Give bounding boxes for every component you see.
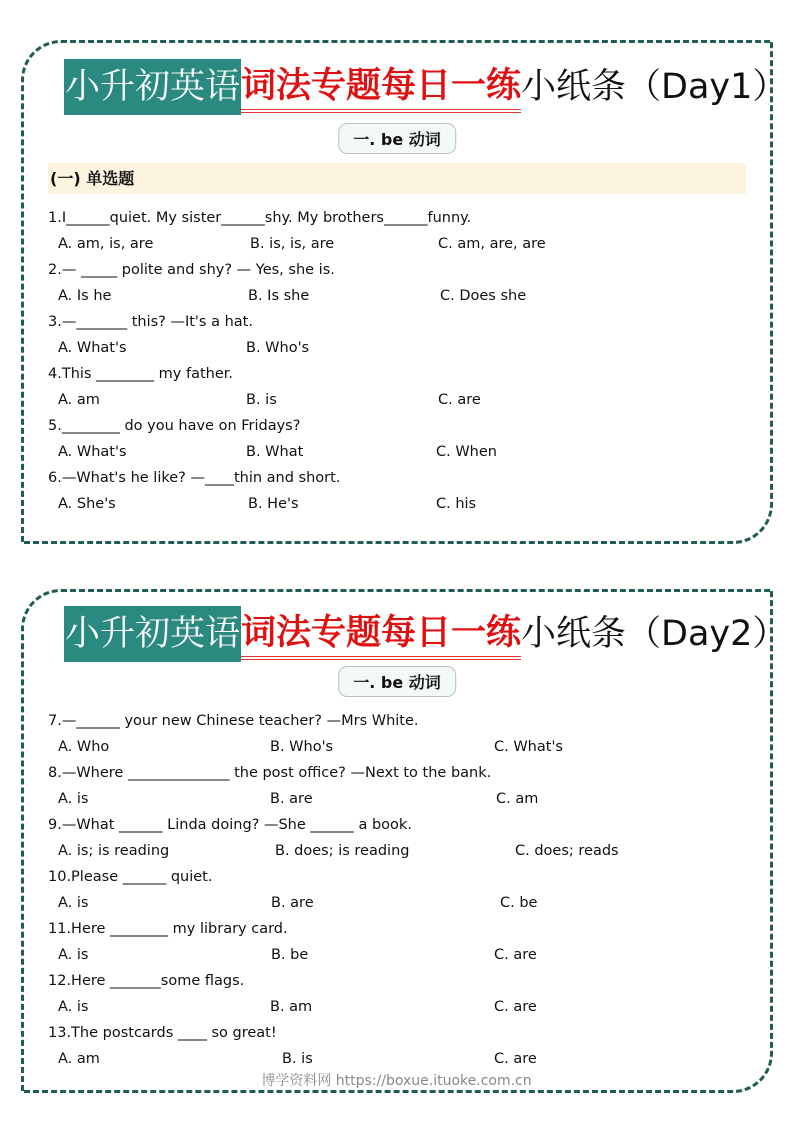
option-a: A. am — [58, 392, 100, 408]
option-a: A. Is he — [58, 288, 112, 304]
option-c: C. are — [494, 947, 537, 963]
option-a: A. am, is, are — [58, 236, 154, 252]
question-text: 11.Here ________ my library card. — [48, 921, 288, 937]
question-list — [48, 205, 750, 517]
question-text: 9.—What ______ Linda doing? —She ______ a book. — [48, 817, 412, 833]
option-b: B. is — [246, 392, 277, 408]
option-b: B. is — [282, 1051, 313, 1067]
title-suffix: 小纸条（Day1） — [521, 67, 788, 107]
option-a: A. What's — [58, 444, 127, 460]
section-label: 一. be 动词 — [338, 123, 456, 154]
option-b: B. does; is reading — [275, 843, 410, 859]
option-b: B. am — [270, 999, 313, 1015]
question-item — [48, 916, 750, 968]
title-topic: 词法专题每日一练 — [241, 610, 521, 660]
question-list — [48, 708, 750, 1072]
day1-card — [21, 40, 788, 544]
option-c: C. am — [496, 791, 539, 807]
question-item — [48, 257, 750, 309]
option-a: A. is; is reading — [58, 843, 170, 859]
option-c: C. are — [438, 392, 481, 408]
option-b: B. Is she — [248, 288, 310, 304]
question-item — [48, 309, 750, 361]
option-c: C. be — [500, 895, 538, 911]
question-text: 13.The postcards ____ so great! — [48, 1025, 277, 1041]
question-text: 8.—Where ______________ the post office? —Next to the bank. — [48, 765, 492, 781]
section-label: 一. be 动词 — [338, 666, 456, 697]
option-b: B. He's — [248, 496, 299, 512]
option-a: A. Who — [58, 739, 110, 755]
option-a: A. is — [58, 791, 89, 807]
question-text: 1.I______quiet. My sister______shy. My brothers______funny. — [48, 210, 472, 226]
option-c: C. are — [494, 1051, 537, 1067]
title-prefix: 小升初英语 — [64, 59, 241, 115]
option-c: C. am, are, are — [438, 236, 546, 252]
option-a: A. She's — [58, 496, 116, 512]
option-c: C. Does she — [440, 288, 527, 304]
option-c: C. are — [494, 999, 537, 1015]
option-a: A. am — [58, 1051, 100, 1067]
question-item — [48, 1020, 750, 1072]
subheader-single-choice: (一) 单选题 — [48, 163, 746, 194]
day2-title — [64, 606, 788, 662]
question-item — [48, 708, 750, 760]
day2-card — [21, 589, 788, 1093]
question-item — [48, 968, 750, 1020]
option-b: B. are — [270, 791, 313, 807]
question-text: 3.—_______ this? —It's a hat. — [48, 314, 253, 330]
question-item — [48, 812, 750, 864]
option-b: B. Who's — [270, 739, 334, 755]
question-item — [48, 760, 750, 812]
question-text: 4.This ________ my father. — [48, 366, 234, 382]
option-b: B. are — [271, 895, 314, 911]
option-c: C. his — [436, 496, 477, 512]
question-text: 7.—______ your new Chinese teacher? —Mrs White. — [48, 713, 419, 729]
question-text: 2.— _____ polite and shy? — Yes, she is. — [48, 262, 335, 278]
question-text: 10.Please ______ quiet. — [48, 869, 213, 885]
option-b: B. Who's — [246, 340, 310, 356]
option-b: B. What — [246, 444, 304, 460]
title-topic: 词法专题每日一练 — [241, 63, 521, 113]
option-a: A. is — [58, 895, 89, 911]
question-item — [48, 205, 750, 257]
question-text: 6.—What's he like? —____thin and short. — [48, 470, 341, 486]
option-c: C. When — [436, 444, 497, 460]
question-item — [48, 361, 750, 413]
option-a: A. is — [58, 947, 89, 963]
option-a: A. What's — [58, 340, 127, 356]
option-c: C. What's — [494, 739, 563, 755]
watermark: 博学资料网 https://boxue.ituoke.com.cn — [261, 1073, 532, 1089]
question-text: 12.Here _______some flags. — [48, 973, 245, 989]
option-a: A. is — [58, 999, 89, 1015]
option-c: C. does; reads — [515, 843, 619, 859]
question-text: 5.________ do you have on Fridays? — [48, 418, 301, 434]
day1-title — [64, 59, 788, 115]
question-item — [48, 465, 750, 517]
question-item — [48, 864, 750, 916]
question-item — [48, 413, 750, 465]
title-suffix: 小纸条（Day2） — [521, 614, 788, 654]
option-b: B. is, is, are — [250, 236, 335, 252]
title-prefix: 小升初英语 — [64, 606, 241, 662]
option-b: B. be — [271, 947, 309, 963]
